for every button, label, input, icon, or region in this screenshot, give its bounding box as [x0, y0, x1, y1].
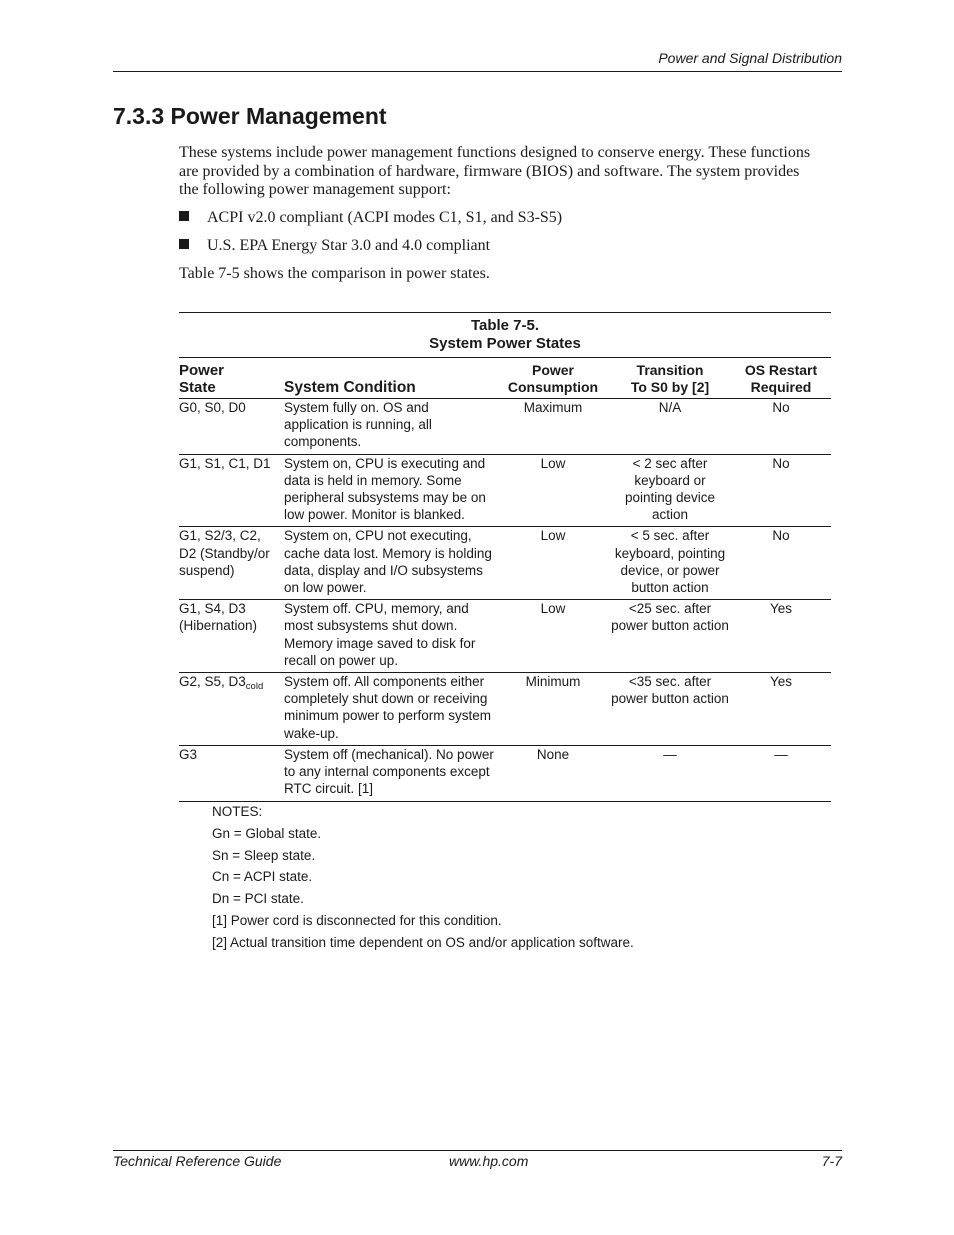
- notes-heading: NOTES:: [212, 804, 263, 819]
- header-os-restart: OS Restart Required: [731, 358, 831, 399]
- cell-state: G1, S1, C1, D1: [179, 454, 279, 527]
- header-rule: [113, 71, 842, 72]
- bullet-text: U.S. EPA Energy Star 3.0 and 4.0 compliant: [207, 237, 491, 254]
- bullet-list: [179, 208, 819, 264]
- cell-transition: <25 sec. after power button action: [609, 600, 731, 673]
- cell-state-text: G2, S5, D3: [179, 674, 246, 690]
- header-power-state: Power State: [179, 358, 279, 399]
- cell-transition: < 2 sec after keyboard or pointing device action: [609, 454, 731, 527]
- header-system-condition: System Condition: [279, 358, 497, 399]
- bullet-item: [179, 236, 819, 264]
- cell-os-restart: No: [731, 454, 831, 527]
- section-title: 7.3.3 Power Management: [113, 103, 387, 129]
- note-line: Cn = ACPI state.: [212, 869, 313, 885]
- cell-power: Minimum: [497, 673, 609, 746]
- bullet-text: ACPI v2.0 compliant (ACPI modes C1, S1, and S3-S5): [207, 209, 563, 226]
- footer-rule: [113, 1150, 842, 1151]
- cell-condition: System off. CPU, memory, and most subsystems shut down. Memory image saved to disk for recall on power up.: [279, 600, 497, 673]
- note-line: Gn = Global state.: [212, 825, 322, 841]
- cell-os-restart: Yes: [731, 600, 831, 673]
- table-row: [179, 399, 831, 455]
- cell-state: [179, 673, 279, 746]
- table-row: [179, 600, 831, 673]
- table-row: [179, 673, 831, 746]
- cell-state-subscript: cold: [245, 681, 264, 693]
- cell-transition: < 5 sec. after keyboard, pointing device, or power button action: [609, 527, 731, 600]
- cell-transition: N/A: [609, 399, 731, 455]
- cell-condition: System fully on. OS and application is running, all components.: [279, 399, 497, 455]
- cell-state: G3: [179, 745, 279, 802]
- header-power-consumption: Power Consumption: [497, 358, 609, 399]
- table-row: [179, 454, 831, 527]
- header-transition: Transition To S0 by [2]: [609, 358, 731, 399]
- table-row: [179, 745, 831, 802]
- cell-power: Maximum: [497, 399, 609, 455]
- cell-condition: System off. All components either completely shut down or receiving minimum power to perform system wake-up.: [279, 673, 497, 746]
- cell-os-restart: —: [731, 745, 831, 802]
- cell-power: Low: [497, 600, 609, 673]
- cell-transition: —: [609, 745, 731, 802]
- cell-condition: System on, CPU is executing and data is held in memory. Some peripheral subsystems may be on low power. Monitor is blanked.: [279, 454, 497, 527]
- note-line: Sn = Sleep state.: [212, 847, 316, 863]
- cell-os-restart: No: [731, 527, 831, 600]
- table-notes: [212, 802, 634, 955]
- cell-condition: System off (mechanical). No power to any internal components except RTC circuit. [1]: [279, 745, 497, 802]
- cell-condition: System on, CPU not executing, cache data lost. Memory is holding data, display and I/O subsystems on low power.: [279, 527, 497, 600]
- table-header-row: [179, 358, 831, 399]
- square-bullet-icon: [179, 211, 189, 221]
- cell-state: G1, S2/3, C2, D2 (Standby/or suspend): [179, 527, 279, 600]
- intro-paragraph: These systems include power management functions designed to conserve energy. These functions are provided by a combination of hardware, firmware (BIOS) and software. The system provides the following power management support:: [179, 144, 811, 198]
- cell-state: G1, S4, D3 (Hibernation): [179, 600, 279, 673]
- bullet-item: [179, 208, 819, 236]
- cell-power: None: [497, 745, 609, 802]
- cell-power: Low: [497, 454, 609, 527]
- table-caption-title: System Power States: [429, 335, 581, 352]
- cell-os-restart: Yes: [731, 673, 831, 746]
- cell-transition: <35 sec. after power button action: [609, 673, 731, 746]
- note-line: [2] Actual transition time dependent on OS and/or application software.: [212, 934, 634, 950]
- running-header: Power and Signal Distribution: [658, 50, 842, 66]
- table-reference-text: Table 7-5 shows the comparison in power states.: [179, 265, 490, 282]
- cell-power: Low: [497, 527, 609, 600]
- table-caption: [179, 313, 831, 357]
- note-line: Dn = PCI state.: [212, 891, 304, 907]
- note-line: [1] Power cord is disconnected for this condition.: [212, 912, 502, 928]
- square-bullet-icon: [179, 239, 189, 249]
- footer-url: www.hp.com: [449, 1153, 529, 1169]
- power-states-table: [179, 312, 831, 802]
- table-row: [179, 527, 831, 600]
- footer-page-number: 7-7: [821, 1153, 842, 1169]
- cell-state: G0, S0, D0: [179, 399, 279, 455]
- cell-os-restart: No: [731, 399, 831, 455]
- table-caption-number: Table 7-5.: [470, 317, 540, 334]
- footer-guide-title: Technical Reference Guide: [113, 1153, 282, 1169]
